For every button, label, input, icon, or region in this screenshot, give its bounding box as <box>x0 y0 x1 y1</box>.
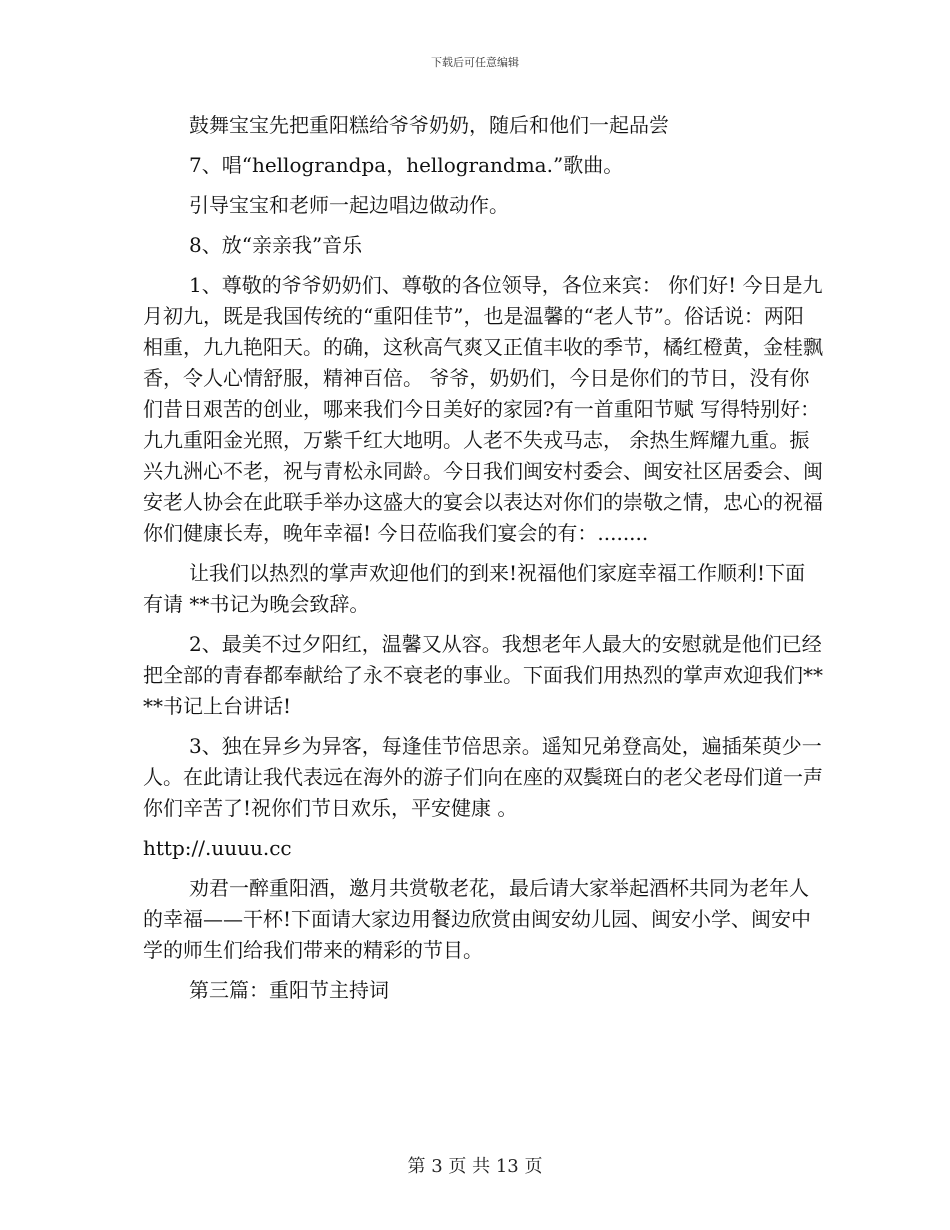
document-body <box>143 110 823 1015</box>
url-line: http://.uuuu.cc <box>143 836 292 860</box>
section-heading: 第三篇：重阳节主持词 <box>189 978 389 1002</box>
paragraph-1: 鼓舞宝宝先把重阳糕给爷爷奶奶，随后和他们一起品尝 <box>189 113 669 137</box>
page-footer: 第 3 页 共 13 页 <box>407 1156 543 1177</box>
paragraph-3: 引导宝宝和老师一起边唱边做动作。 <box>189 193 509 217</box>
paragraph-9: 劝君一醉重阳酒，邀月共赏敬老花，最后请大家举起酒杯共同为老年人的幸福——干杯!下面请大家边用餐边欣赏由闽安幼儿园、闽安小学、闽安中学的师生们给我们带来的精彩的节目。 <box>143 876 812 962</box>
page-header: 下载后可任意编辑 <box>431 56 519 69</box>
paragraph-5: 1、尊敬的爷爷奶奶们、尊敬的各位领导，各位来宾： 你们好! 今日是九月初九，既是我国传统的“重阳佳节”，也是温馨的“老人节”。俗话说：两阳相重，九九艳阳天。的确，这秋高气爽又正值丰收的季节，橘红橙黄，金桂飘香，令人心情舒服，精神百倍。 爷爷，奶奶们，今日是你们的节日，没有你们昔日艰苦的创业，哪来我们今日美好的家园?有一首重阳节赋 写得特别好： 九九重阳金光照，万紫千红大地明。人老不失戎马志， 余热生辉耀九重。振兴九洲心不老，祝与青松永同龄。今日我们闽安村委会、闽安社区居委会、闽安老人协会在此联手举办这盛大的宴会以表达对你们的崇敬之情，忠心的祝福你们健康长寿，晚年幸福! 今日莅临我们宴会的有：........ <box>143 273 823 545</box>
paragraph-4: 8、放“亲亲我”音乐 <box>189 233 363 257</box>
paragraph-8: 3、独在异乡为异客，每逢佳节倍思亲。遥知兄弟登高处，遍插茱萸少一人。在此请让我代表远在海外的游子们向在座的双鬓斑白的老父老母们道一声你们辛苦了!祝你们节日欢乐，平安健康 。 <box>143 734 823 820</box>
paragraph-6: 让我们以热烈的掌声欢迎他们的到来!祝福他们家庭幸福工作顺利!下面有请 **书记为晚会致辞。 <box>143 561 806 616</box>
paragraph-7: 2、最美不过夕阳红，温馨又从容。我想老年人最大的安慰就是他们已经把全部的青春都奉献给了永不衰老的事业。下面我们用热烈的掌声欢迎我们****书记上台讲话! <box>143 632 823 718</box>
paragraph-2: 7、唱“hellograndpa，hellograndma.”歌曲。 <box>189 153 624 177</box>
